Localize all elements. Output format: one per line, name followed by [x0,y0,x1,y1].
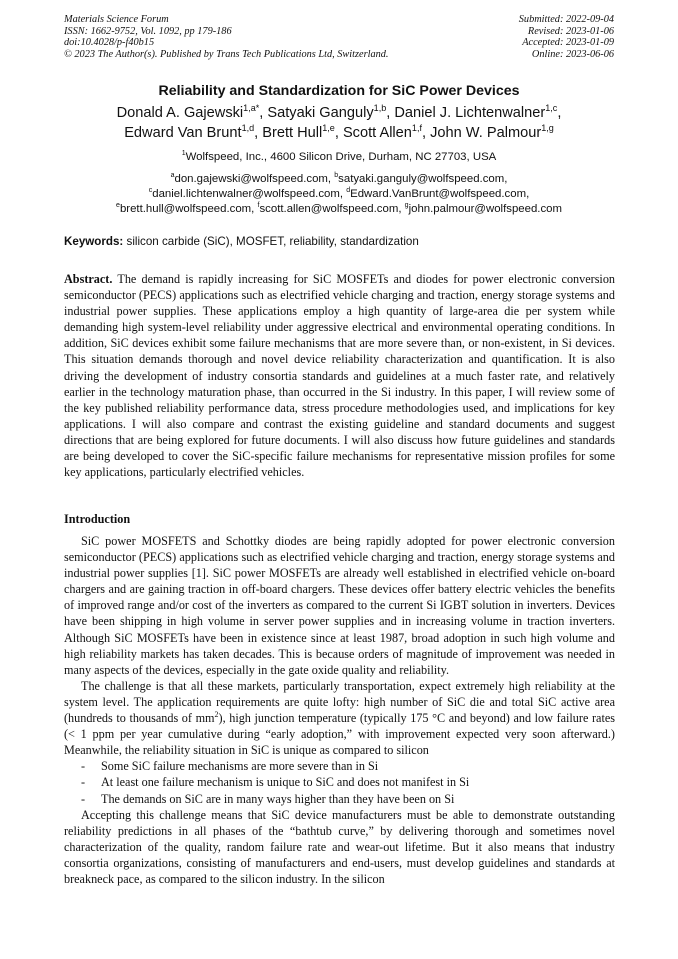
affiliation-text: Wolfspeed, Inc., 4600 Silicon Drive, Durham, NC 27703, USA [185,151,497,163]
author-name: Satyaki Ganguly [267,105,374,121]
paragraph: SiC power MOSFETS and Schottky diodes are being rapidly adopted for power electronic conversion semiconductor (PECS) applications such as electrified vehicle charging and traction, energy storage systems and industrial power supplies [1]. SiC power MOSFETs are already well established in electrified vehicle on-board chargers and are gaining traction in off-board chargers. These devices offer battery electric vehicles the benefits of improved range and/or cost of the inverters as compared to the current Si IGBT solution in inverters. Devices have been shipping in high volume in server power supplies and in increasing volume in traction inverters. Although SiC MOSFETs have been in existence since at least 1987, broad adoption in such high volume and high reliability markets has taken decades. This is because orders of magnitude of improvement was needed in many aspects of the devices, especially in the gate oxide quality and reliability. [64,534,615,677]
author-name: Scott Allen [342,125,412,141]
paragraph: Accepting this challenge means that SiC device manufacturers must be able to demonstrate outstanding reliability predictions in all phases of the “bathtub curve,” by delivering thorough and sometimes novel characterization of the quality, random failure rate and wear-out lifetime. But it also means that industry consortia organizations, consisting of manufacturers and end-users, must develop guidelines and standards at breakneck pace, as compared to the silicon industry. In the silicon [64,807,615,886]
keywords-label: Keywords: [64,235,124,248]
bullet-dash: - [81,775,86,790]
email-list [0,172,678,217]
author-name: Brett Hull [262,125,323,141]
author-name: Edward Van Brunt [124,125,242,141]
bullet-list [64,758,615,806]
author-name: Donald A. Gajewski [116,105,244,121]
author-affiliation-mark: 1,b [373,103,387,114]
accepted-date: Accepted: 2023-01-09 [522,37,614,48]
email-mark: c [148,187,153,195]
email-mark: e [116,202,120,210]
abstract-label: Abstract. [64,272,113,286]
author-affiliation-mark: 1,a* [243,103,260,114]
email-link[interactable]: brett.hull@wolfspeed.com [119,203,252,215]
email-mark: f [257,202,260,210]
keywords [64,235,419,248]
author-affiliation-mark: 1,d [241,123,255,134]
paragraph-text: ), high junction temperature (typically 175 °C and beyond) and low failure rates (< 1 ppm per year cumulative during “early adoption,” with improvement expected very soon afterward.) Meanwhile, the reliability situation in SiC is unique as compared to silicon [64,711,615,758]
journal-name: Materials Science Forum [64,14,169,25]
email-line-2: $^c$daniel.lichtenwalner@wolfspeed.com, $^d$Edward.VanBrunt@wolfspeed.com, [148,187,530,200]
abstract [64,271,615,480]
email-link[interactable]: Edward.VanBrunt@wolfspeed.com [350,188,527,200]
paragraph [64,678,615,758]
abstract-text: The demand is rapidly increasing for SiC MOSFETs and diodes for power electronic conversion semiconductor (PECS) applications such as electrified vehicle charging and traction, energy storage systems and industrial power supplies. These applications employ a high quantity of large-area die per system while demanding high system-level reliability under aggressive electrical and environmental operating conditions. In addition, SiC devices exhibit some failure mechanisms that are more severe than, or non-existent, in Si devices. This situation demands thorough and novel device reliability characterization and quantification. It is also driving the development of industry consortia standards and guidelines at a much faster rate, and relatively earlier in the technology maturation phase, than occurred in the Si industry. In this paper, I will review some of the key published reliability performance data, stress procedure methodologies used, and implications for key applications. I will also compare and contrast the existing guideline and standard documents and suggest directions that are being explored for future documents. I will also discuss how future guidelines and standards are being developed to cover the SiC-specific failure mechanisms for representative mission profiles for some key applications, particularly electrified vehicles. [64,272,616,480]
author-affiliation-mark: 1,g [541,123,554,134]
author-affiliation-mark: 1,f [411,123,422,134]
email-link[interactable]: daniel.lichtenwalner@wolfspeed.com [152,188,340,200]
email-link[interactable]: scott.allen@wolfspeed.com [259,203,399,215]
paper-title: Reliability and Standardization for SiC Power Devices [158,83,520,99]
superscript: 2 [214,709,219,719]
introduction-body [64,533,615,887]
list-item-text: At least one failure mechanism is unique to SiC and does not manifest in Si [101,775,470,790]
email-line-3: $^e$brett.hull@wolfspeed.com, $^f$scott.allen@wolfspeed.com, $^g$john.palmour@wolfspeed.com [116,202,562,215]
list-item [64,758,615,774]
author-name: John W. Palmour [430,125,542,141]
issn-line: ISSN: 1662-9752, Vol. 1092, pp 179-186 [64,25,232,37]
keywords-text: silicon carbide (SiC), MOSFET, reliability, standardization [126,235,419,248]
email-mark: d [346,187,351,195]
affiliation-mark: 1 [181,150,186,158]
list-item-text: Some SiC failure mechanisms are more severe than in Si [101,759,379,774]
email-link[interactable]: satyaki.ganguly@wolfspeed.com [338,173,505,185]
paragraph-text: The challenge is that all these markets, particularly transportation, expect extremely high reliability at the system level. The application requirements are quite lofty: high number of SiC die and total SiC active area (hundreds to thousands of mm [64,678,615,726]
author-affiliation-mark: 1,e [322,123,335,134]
doi-line[interactable]: doi:10.4028/p-f40b15 [64,37,155,48]
email-mark: b [334,172,339,180]
submitted-date: Submitted: 2022-09-04 [518,14,614,25]
affiliation [0,151,678,163]
email-link[interactable]: john.palmour@wolfspeed.com [408,203,562,215]
list-item-text: The demands on SiC are in many ways higher than they have been on Si [101,791,455,806]
section-heading: Introduction [64,512,131,526]
revised-date: Revised: 2023-01-06 [527,25,614,37]
bullet-dash: - [81,791,86,806]
author-name: Daniel J. Lichtenwalner [394,105,546,121]
online-date: Online: 2023-06-06 [531,48,614,60]
bullet-dash: - [81,759,86,774]
publication-info [64,14,388,60]
copyright-line: © 2023 The Author(s). Published by Trans Tech Publications Ltd, Switzerland. [64,48,389,60]
author-line-1: Donald A. Gajewski$^{1,a*}$, Satyaki Ganguly$^{1,b}$, Daniel J. Lichtenwalner$^{1,c}$, [116,103,562,121]
submission-dates [519,14,614,60]
author-line-2: Edward Van Brunt$^{1,d}$, Brett Hull$^{1,e}$, Scott Allen$^{1,f}$, John W. Palmour$^{1,g}$ [124,123,554,141]
email-mark: g [404,202,409,210]
list-item [64,791,615,807]
email-link[interactable]: don.gajewski@wolfspeed.com [174,173,328,185]
email-line-1: $^a$don.gajewski@wolfspeed.com, $^b$satyaki.ganguly@wolfspeed.com, [170,172,508,185]
author-list [0,103,678,143]
email-mark: a [170,172,175,180]
list-item [64,774,615,790]
author-affiliation-mark: 1,c [545,103,558,114]
